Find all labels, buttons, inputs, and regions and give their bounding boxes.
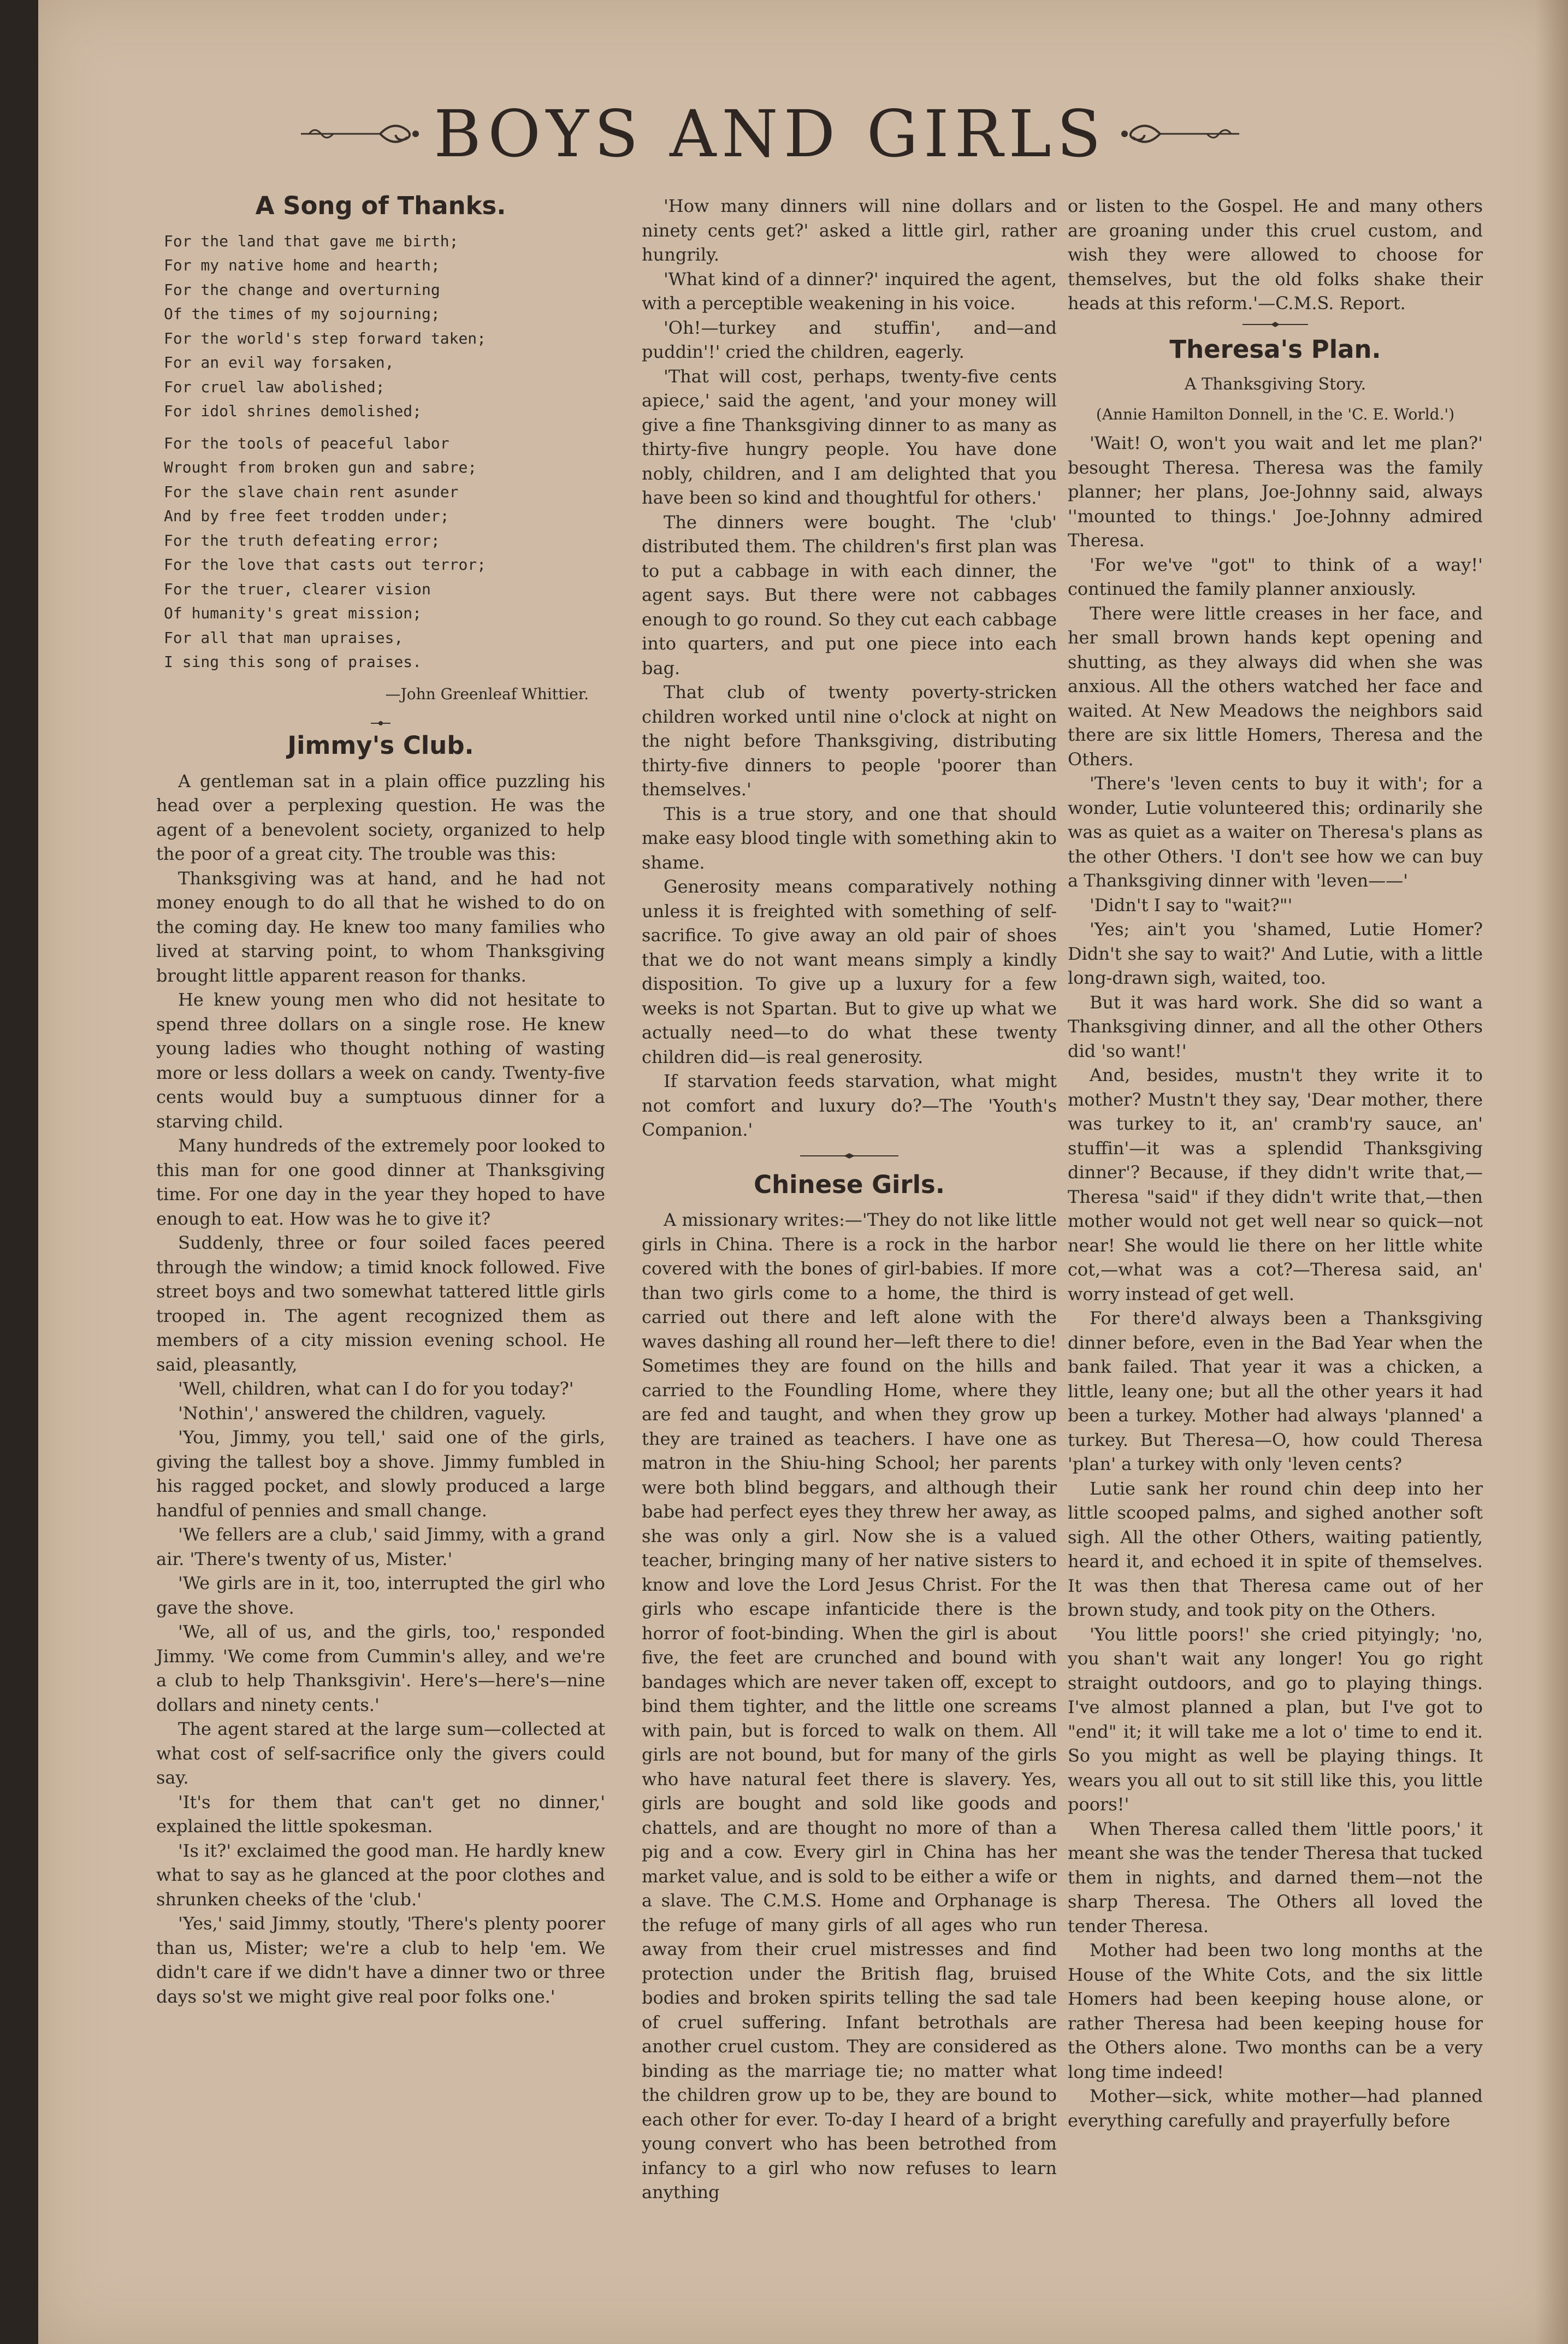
- poem-line: For the tools of peaceful labor: [164, 434, 449, 452]
- article-paragraph: There were little creases in her face, and her small brown hands kept opening and shutting, as they always did when she was anxious. All the others watched her face and waited. At New Meadows the neighbors said there are six little Homers, Theresa and the Others.: [1068, 603, 1483, 770]
- article-paragraph: 'It's for them that can't get no dinner,' explained the little spokesman.: [156, 1791, 605, 1837]
- poem-line: For the world's step forward taken;: [164, 329, 487, 347]
- article-paragraph: 'We girls are in it, too, interrupted the girl who gave the shove.: [156, 1573, 605, 1618]
- section-divider-rule: [1242, 321, 1308, 328]
- article-paragraph: Mother had been two long months at the House of the White Cots, and the six little Homers had been keeping house alone, or rather Theresa had been keeping house for the Others alone. Two months can be a very long time indeed!: [1068, 1940, 1483, 2082]
- masthead-title: BOYS AND GIRLS: [434, 96, 1107, 172]
- article-paragraph: 'Is it?' exclaimed the good man. He hardly knew what to say as he glanced at the poor clothes and shrunken cheeks of the 'club.': [156, 1840, 605, 1910]
- right-flourish-ornament: [1116, 117, 1242, 150]
- jimmy-title: Jimmy's Club.: [287, 731, 474, 760]
- article-paragraph: 'How many dinners will nine dollars and ninety cents get?' asked a little girl, rather hungrily.: [642, 196, 1057, 265]
- poem-line: For the truth defeating error;: [164, 531, 440, 550]
- poem-line: For an evil way forsaken,: [164, 353, 394, 371]
- poem-stanza: [164, 229, 605, 424]
- article-paragraph: That club of twenty poverty-stricken children worked until nine o'clock at night on the night before Thanksgiving, distributing thirty-five dinners to people 'poorer than themselves.': [642, 682, 1057, 800]
- article-paragraph: Lutie sank her round chin deep into her little scooped palms, and sighed another soft sigh. All the other Others, waiting patiently, heard it, and echoed it in spite of themselves. It was then that Theresa came out of her brown study, and took pity on the Others.: [1068, 1478, 1483, 1620]
- masthead: [295, 93, 1245, 175]
- song-poem: [156, 229, 605, 675]
- article-paragraph: 'What kind of a dinner?' inquired the agent, with a perceptible weakening in his voice.: [642, 268, 1057, 314]
- article-paragraph: Many hundreds of the extremely poor looked to this man for one good dinner at Thanksgiving time. For one day in the year they hoped to have enough to eat. How was he to give it?: [156, 1135, 605, 1229]
- poem-line: For idol shrines demolished;: [164, 402, 422, 420]
- poem-line: I sing this song of praises.: [164, 653, 422, 671]
- column-1: [156, 191, 605, 2009]
- left-flourish-ornament: [298, 117, 424, 150]
- article-paragraph: Suddenly, three or four soiled faces peered through the window; a timid knock followed. Five street boys and two somewhat tattered little girls trooped in. The agent recognized them as members of a city mission evening school. He said, pleasantly,: [156, 1232, 605, 1375]
- poem-line: For the love that casts out terror;: [164, 556, 487, 574]
- theresa-byline: (Annie Hamilton Donnell, in the 'C. E. World.'): [1096, 405, 1455, 423]
- article-paragraph: A missionary writes:—'They do not like little girls in China. There is a rock in the harbor covered with the bones of girl-babies. If more than two girls come to a home, the third is carried out there and left alone with the waves dashing all round her—left there to die! Sometimes they are found on the hills and carried to the Foundling Home, where they are fed and taught, and when they grow up they are trained as teachers. I have one as matron in the Shiu-hing School; her parents were both blind beggars, and although their babe had perfect eyes they threw her away, as she was only a girl. Now she is a valued teacher, bringing many of her native sisters to know and love the Lord Jesus Christ. For the girls who escape infanticide there is the horror of foot-binding. When the girl is about five, the feet are crunched and bound with bandages which are never taken off, except to bind them tighter, and the little one screams with pain, but is forced to walk on them. All girls are not bound, but for many of the girls who have natural feet there is slavery. Yes, girls are bought and sold like goods and chattels, and are thought no more of than a pig and a cow. Every girl in China has her market value, and is sold to be either a wife or a slave. The C.M.S. Home and Orphanage is the refuge of many girls of all ages who run away from their cruel mistresses and find protection under the British flag, bruised bodies and broken spirits telling the sad tale of cruel suffering. Infant betrothals are another cruel custom. They are considered as binding as the marriage tie; no matter what the children grow up to be, they are bound to each other for ever. To-day I heard of a bright young convert who has been betrothed from infancy to a girl who now refuses to learn anything: [642, 1209, 1057, 2203]
- theresa-title: Theresa's Plan.: [1169, 334, 1381, 364]
- article-paragraph: 'We, all of us, and the girls, too,' responded Jimmy. 'We come from Cummin's alley, and we're a club to help Thanksgivin'. Here's—here's—nine dollars and ninety cents.': [156, 1621, 605, 1715]
- article-paragraph: Mother—sick, white mother—had planned everything carefully and prayerfully before: [1068, 2086, 1483, 2131]
- chinese-title: Chinese Girls.: [754, 1170, 945, 1199]
- article-paragraph: 'For we've "got" to think of a way!' continued the family planner anxiously.: [1068, 554, 1483, 599]
- poem-line: Of the times of my sojourning;: [164, 305, 440, 323]
- article-paragraph: Generosity means comparatively nothing unless it is freighted with something of self-sacrifice. To give away an old pair of shoes that we do not want means simply a kindly disposition. To give up a luxury for a few weeks is not Spartan. But to give up what we actually need—to do what these twenty children did—is real generosity.: [642, 876, 1057, 1067]
- article-paragraph: 'We fellers are a club,' said Jimmy, with a grand air. 'There's twenty of us, Mister.': [156, 1524, 605, 1569]
- article-paragraph: Thanksgiving was at hand, and he had not money enough to do all that he wished to do on the coming day. He knew too many families who lived at starving point, to whom Thanksgiving brought little apparent reason for thanks.: [156, 867, 605, 986]
- poem-line: For the slave chain rent asunder: [164, 482, 459, 501]
- poem-line: And by free feet trodden under;: [164, 507, 449, 525]
- poem-line: For all that man upraises,: [164, 628, 404, 647]
- article-paragraph: 'There's 'leven cents to buy it with'; for a wonder, Lutie volunteered this; ordinarily she was as quiet as a waiter on Theresa's plans as the other Others. 'I don't see how we can buy a Thanksgiving dinner with 'leven——': [1068, 773, 1483, 891]
- column-3: [1068, 194, 1483, 2133]
- section-divider-ornament: [370, 718, 392, 728]
- article-paragraph: The agent stared at the large sum—collected at what cost of self-sacrifice only the givers could say.: [156, 1719, 605, 1788]
- poem-line: Wrought from broken gun and sabre;: [164, 458, 477, 476]
- article-paragraph: 'You little poors!' she cried pityingly; 'no, you shan't wait any longer! You go right straight outdoors, and go to playing things. I've almost planned a plan, but I've got to "end" it; it will take me a lot o' time to end it. So you might as well be playing things. It wears you all out to sit still like this, you little poors!': [1068, 1623, 1483, 1815]
- article-paragraph: He knew young men who did not hesitate to spend three dollars on a single rose. He knew young ladies who thought nothing of wasting more or less dollars a week on candy. Twenty-five cents would buy a sumptuous dinner for a starving child.: [156, 989, 605, 1132]
- theresa-subtitle: A Thanksgiving Story.: [1184, 375, 1366, 394]
- article-paragraph: The dinners were bought. The 'club' distributed them. The children's first plan was to put a cabbage in with each dinner, the agent says. But there were not cabbages enough to go round. So they cut each cabbage into quarters, and put one piece into each bag.: [642, 511, 1057, 678]
- section-divider-rule: [800, 1152, 898, 1160]
- article-paragraph: 'Well, children, what can I do for you today?': [178, 1378, 574, 1399]
- poem-line: For my native home and hearth;: [164, 256, 440, 274]
- article-paragraph: 'Oh!—turkey and stuffin', and—and puddin'!' cried the children, eagerly.: [642, 317, 1057, 362]
- article-paragraph: 'You, Jimmy, you tell,' said one of the girls, giving the tallest boy a shove. Jimmy fumbled in his ragged pocket, and slowly produced a large handful of pennies and small change.: [156, 1427, 605, 1521]
- poem-line: For the change and overturning: [164, 280, 440, 299]
- article-paragraph: A gentleman sat in a plain office puzzling his head over a perplexing question. He was the agent of a benevolent society, organized to help the poor of a great city. The trouble was this:: [156, 770, 605, 864]
- poem-line: Of humanity's great mission;: [164, 604, 422, 622]
- song-title: A Song of Thanks.: [255, 191, 506, 220]
- article-paragraph: 'Yes,' said Jimmy, stoutly, 'There's plenty poorer than us, Mister; we're a club to help 'em. We didn't care if we didn't have a dinner two or three days so'st we might give real poor folks one.': [156, 1913, 605, 2007]
- article-paragraph: When Theresa called them 'little poors,' it meant she was the tender Theresa that tucked them in nights, and darned them—not the sharp Theresa. The Others all loved the tender Theresa.: [1068, 1818, 1483, 1936]
- poem-line: For the land that gave me birth;: [164, 232, 459, 250]
- poem-line: For cruel law abolished;: [164, 377, 385, 396]
- article-paragraph: And, besides, mustn't they write it to mother? Mustn't they say, 'Dear mother, there was turkey to it, an' cramb'ry sauce, an' stuffin'—it was a splendid Thanksgiving dinner'? Because, if they didn't write that,—Theresa "said" if they didn't write that,—then mother would not get well near so quick—not near! She would lie there on her little white cot,—what was a cot?—Theresa said, an' worry instead of get well.: [1068, 1065, 1483, 1304]
- column-2: [642, 194, 1057, 2205]
- article-paragraph: If starvation feeds starvation, what might not comfort and luxury do?—The 'Youth's Companion.': [642, 1071, 1057, 1140]
- article-paragraph: 'Yes; ain't you 'shamed, Lutie Homer? Didn't she say to wait?' And Lutie, with a little long-drawn sigh, waited, too.: [1068, 919, 1483, 988]
- poem-stanza: [164, 432, 605, 675]
- article-paragraph: 'Nothin',' answered the children, vaguely.: [178, 1402, 547, 1424]
- article-paragraph: 'Didn't I say to "wait?"': [1090, 894, 1293, 916]
- article-paragraph: This is a true story, and one that should make easy blood tingle with something akin to shame.: [642, 803, 1057, 873]
- song-credit: —John Greenleaf Whittier.: [385, 684, 589, 703]
- article-paragraph: 'That will cost, perhaps, twenty-five cents apiece,' said the agent, 'and your money will give a fine Thanksgiving dinner to as many as thirty-five hungry people. You have done nobly, children, and I am delighted that you have been so kind and thoughtful for others.': [642, 365, 1057, 508]
- newspaper-page: [38, 0, 1568, 2344]
- article-paragraph: For there'd always been a Thanksgiving dinner before, even in the Bad Year when the bank failed. That year it was a chicken, a little, leany one; but all the other years it had been a turkey. Mother had always 'planned' a turkey. But Theresa—O, how could Theresa 'plan' a turkey with only 'leven cents?: [1068, 1308, 1483, 1474]
- poem-line: For the truer, clearer vision: [164, 580, 431, 598]
- article-paragraph: 'Wait! O, won't you wait and let me plan?' besought Theresa. Theresa was the family planner; her plans, Joe-Johnny said, always ''mounted to things.' Joe-Johnny admired Theresa.: [1068, 433, 1483, 551]
- article-paragraph: or listen to the Gospel. He and many others are groaning under this cruel custom, and wish they were allowed to choose for themselves, but the old folks shake their heads at this reform.'—C.M.S. Report.: [1068, 196, 1483, 314]
- article-paragraph: But it was hard work. She did so want a Thanksgiving dinner, and all the other Others did 'so want!': [1068, 991, 1483, 1061]
